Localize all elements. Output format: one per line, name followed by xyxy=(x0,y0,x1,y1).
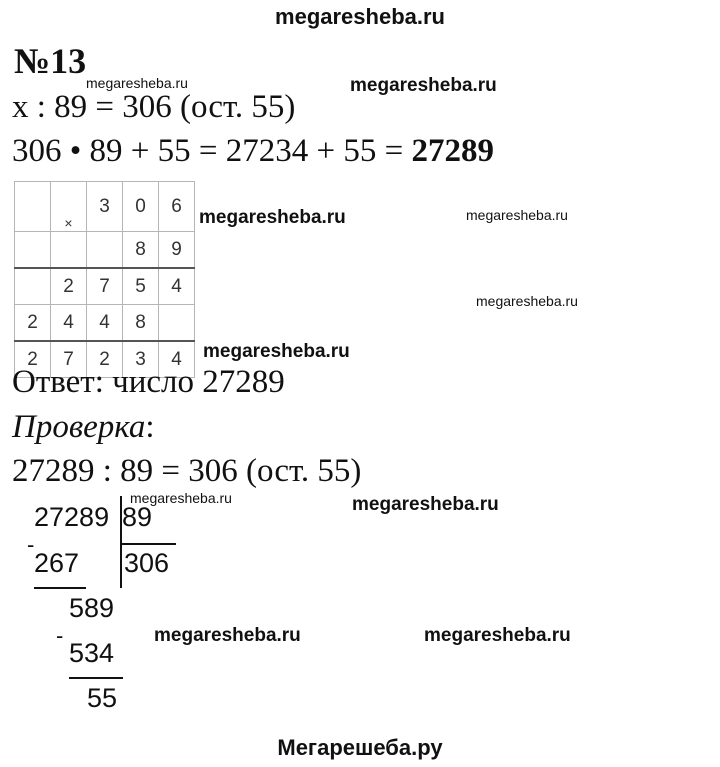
divisor: 89 xyxy=(122,502,153,532)
watermark-inline: megaresheba.ru xyxy=(86,75,188,91)
minus-sign: - xyxy=(27,532,35,557)
check-colon: : xyxy=(145,409,155,445)
subtraction-line xyxy=(34,587,86,589)
subtraction-line xyxy=(69,677,123,679)
bottom-watermark: Мегарешеба.ру xyxy=(277,735,443,760)
watermark-inline: megaresheba.ru xyxy=(352,494,499,515)
remainder: 55 xyxy=(87,683,118,713)
minus-sign: - xyxy=(56,623,64,648)
grid-cell: 9 xyxy=(159,232,195,269)
grid-cell: 3 xyxy=(87,182,123,232)
grid-cell: 0 xyxy=(123,182,159,232)
second-subtrahend: 534 xyxy=(69,638,115,668)
check-label: Проверка xyxy=(12,409,146,445)
watermark-inline: megaresheba.ru xyxy=(199,207,346,228)
grid-cell: 2 xyxy=(87,341,123,378)
grid-cell xyxy=(15,182,51,232)
grid-cell xyxy=(159,305,195,342)
watermark-inline: megaresheba.ru xyxy=(466,207,568,223)
quotient: 306 xyxy=(124,548,170,578)
grid-cell: 2 xyxy=(51,268,87,305)
dividend: 27289 xyxy=(34,502,110,532)
grid-cell: 4 xyxy=(159,268,195,305)
grid-cell: 3 xyxy=(123,341,159,378)
grid-cell: 7 xyxy=(87,268,123,305)
grid-cell xyxy=(87,232,123,269)
grid-cell: 5 xyxy=(123,268,159,305)
grid-cell xyxy=(15,232,51,269)
partial-remainder: 589 xyxy=(69,593,115,623)
first-subtrahend: 267 xyxy=(34,548,80,578)
watermark-inline: megaresheba.ru xyxy=(350,75,497,96)
grid-cell: 2 xyxy=(15,305,51,342)
grid-cell: 4 xyxy=(87,305,123,342)
grid-cell: 4 xyxy=(159,341,195,378)
multiply-sign: × xyxy=(51,182,87,232)
check-label-line xyxy=(12,409,155,446)
problem-number: №13 xyxy=(14,41,87,81)
watermark-inline: megaresheba.ru xyxy=(154,625,301,646)
grid-cell: 8 xyxy=(123,305,159,342)
grid-cell: 7 xyxy=(51,341,87,378)
grid-cell: 6 xyxy=(159,182,195,232)
watermark-inline: megaresheba.ru xyxy=(130,490,232,506)
watermark-inline: megaresheba.ru xyxy=(203,341,350,362)
watermark-inline: megaresheba.ru xyxy=(476,293,578,309)
solution-line xyxy=(12,133,494,170)
solution-result: 27289 xyxy=(411,133,494,169)
grid-cell: 4 xyxy=(51,305,87,342)
grid-cell xyxy=(15,268,51,305)
multiplication-grid xyxy=(14,181,195,378)
grid-cell: 8 xyxy=(123,232,159,269)
grid-cell: 2 xyxy=(15,341,51,378)
problem-equation: x : 89 = 306 (ост. 55) xyxy=(12,89,296,125)
watermark-inline: megaresheba.ru xyxy=(424,625,571,646)
solution-prefix: 306 • 89 + 55 = 27234 + 55 = xyxy=(12,133,412,169)
division-bracket-horizontal xyxy=(120,543,176,545)
check-equation: 27289 : 89 = 306 (ост. 55) xyxy=(12,453,362,489)
top-watermark: megaresheba.ru xyxy=(275,4,445,29)
answer-line: Ответ: число 27289 xyxy=(12,364,285,400)
grid-cell xyxy=(51,232,87,269)
